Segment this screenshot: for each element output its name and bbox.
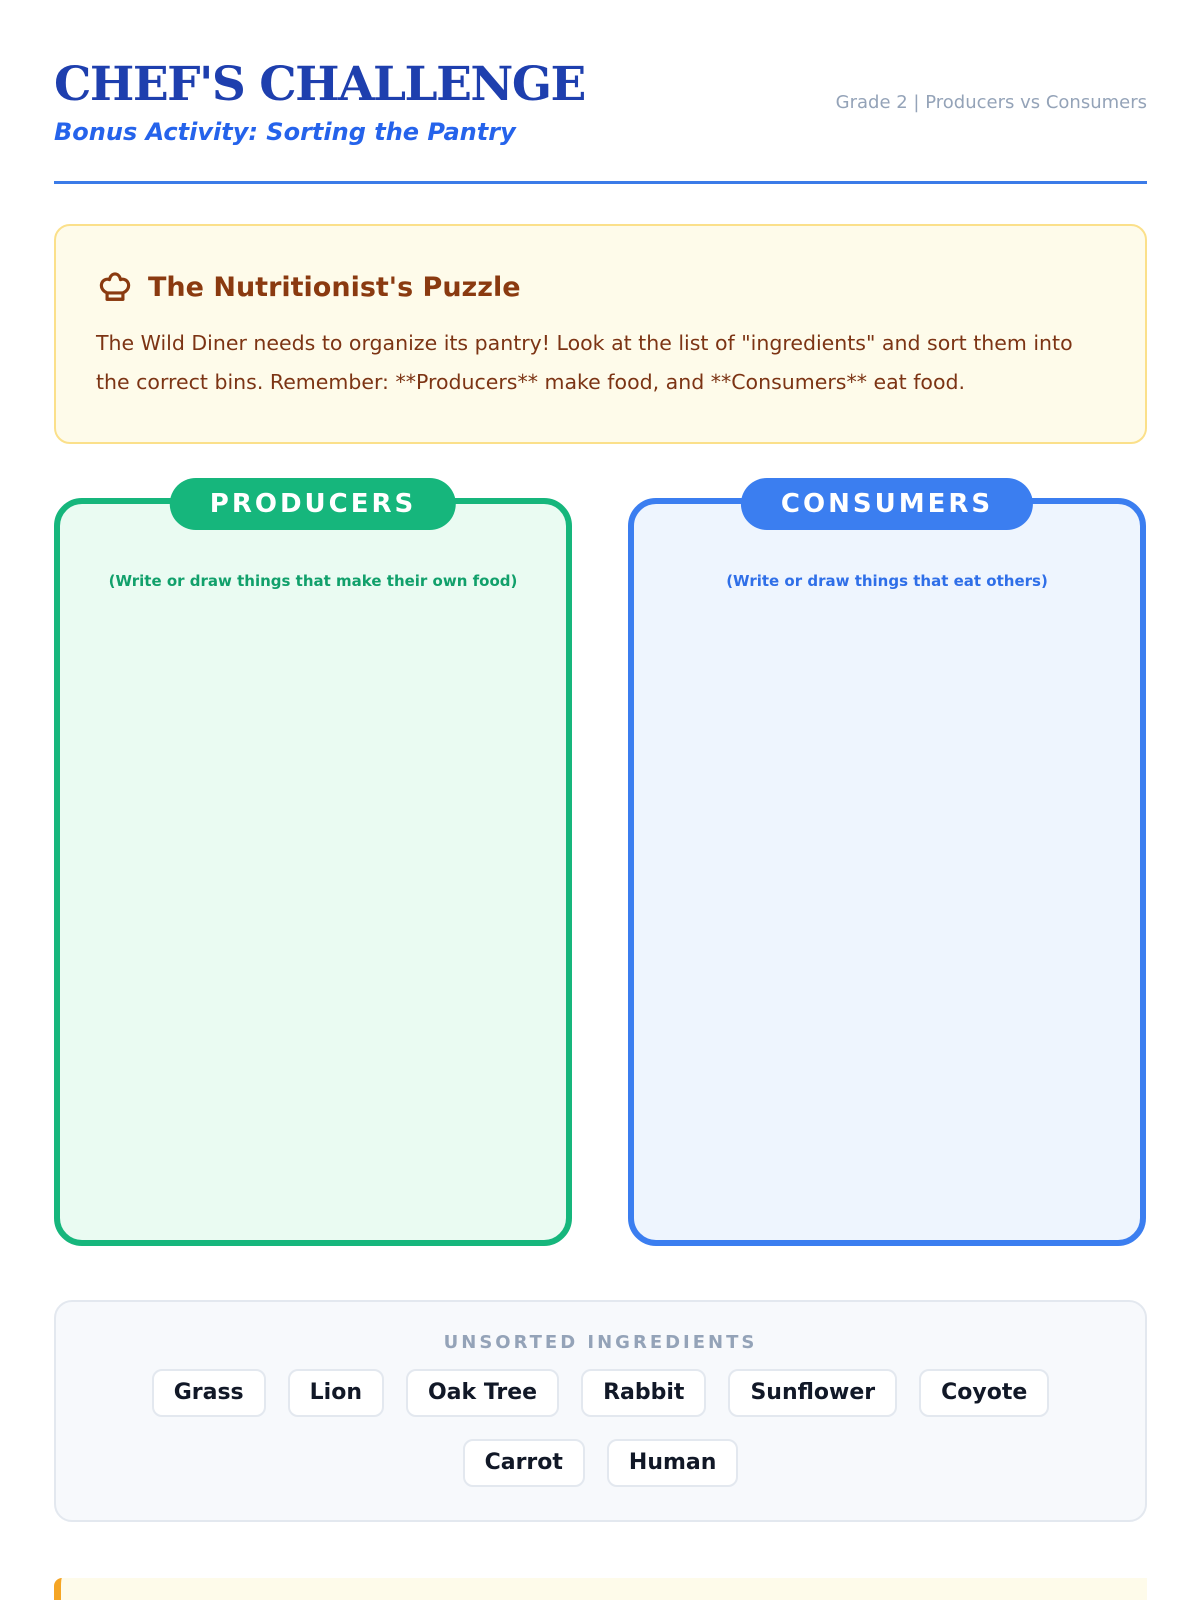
page-header	[54, 58, 1147, 184]
unsorted-ingredients-title: UNSORTED INGREDIENTS	[443, 1332, 758, 1353]
ingredient-chip[interactable]: Oak Tree	[406, 1369, 559, 1417]
producers-label: PRODUCERS	[170, 478, 456, 530]
page-subtitle: Bonus Activity: Sorting the Pantry	[54, 118, 516, 146]
ingredient-chip[interactable]: Grass	[152, 1369, 266, 1417]
unsorted-ingredients-panel	[54, 1300, 1147, 1522]
consumers-label: CONSUMERS	[741, 478, 1033, 530]
grade-topic-label: Grade 2 | Producers vs Consumers	[835, 92, 1147, 113]
consumers-hint: (Write or draw things that eat others)	[726, 572, 1048, 590]
ingredient-chip[interactable]: Sunflower	[728, 1369, 897, 1417]
producers-hint: (Write or draw things that make their own food)	[108, 572, 518, 590]
ingredient-list	[56, 1353, 1145, 1487]
instructions-text: The Wild Diner needs to organize its pantry! Look at the list of "ingredients" and sort them into the correct bins. Remember: **Producers** make food, and **Consumers** eat food.	[96, 331, 1073, 394]
producers-bin[interactable]	[54, 489, 572, 1246]
consumers-bin[interactable]	[628, 489, 1146, 1246]
instructions-box	[54, 224, 1147, 444]
ingredient-chip[interactable]: Rabbit	[581, 1369, 706, 1417]
chef-hat-icon	[96, 266, 134, 308]
ingredient-chip[interactable]: Coyote	[919, 1369, 1049, 1417]
page-title: CHEF'S CHALLENGE	[54, 57, 585, 112]
next-section-box	[54, 1578, 1147, 1600]
ingredient-chip[interactable]: Carrot	[463, 1439, 585, 1487]
ingredient-chip[interactable]: Human	[607, 1439, 739, 1487]
instructions-title: The Nutritionist's Puzzle	[148, 271, 521, 303]
instructions-header	[96, 266, 1105, 308]
ingredient-chip[interactable]: Lion	[288, 1369, 384, 1417]
